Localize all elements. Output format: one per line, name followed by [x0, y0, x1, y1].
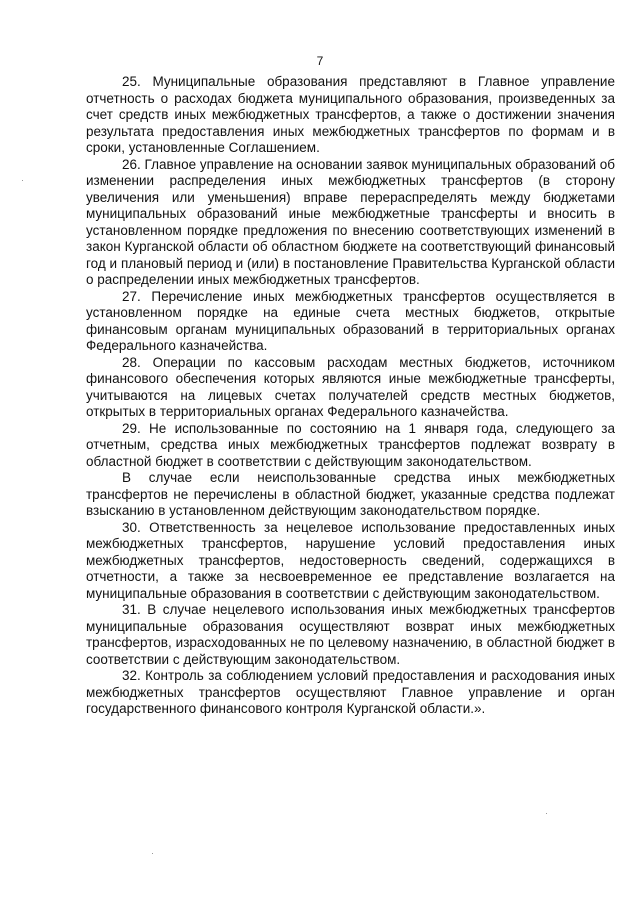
scan-speck — [546, 813, 547, 814]
paragraph-28: 28. Операции по кассовым расходам местных бюджетов, источником финансового обеспечения которых являются иные межбюджетные трансферты, учитываются на лицевых счетах получателей средств местных бюджетов, открытых в территориальных органах Федерального казначейства. — [86, 354, 615, 419]
paragraph-27: 27. Перечисление иных межбюджетных трансфертов осуществляется в установленном порядке на единые счета местных бюджетов, открытые финансовым органам муниципальных образований в территориальных органах Федерального казначейства. — [86, 288, 615, 353]
page-number: 7 — [316, 54, 324, 68]
document-body — [86, 74, 615, 718]
scan-speck — [152, 853, 153, 854]
paragraph-26: 26. Главное управление на основании заявок муниципальных образований об изменении распределения иных межбюджетных трансфертов (в сторону увеличения или уменьшения) вправе перераспределять между бюджетами муниципальных образований иные межбюджетные трансферты и вносить в установленном порядке предложения по внесению соответствующих изменений в закон Курганской области об областном бюджете на соответствующий финансовый год и плановый период и (или) в постановление Правительства Курганской области о распределении иных межбюджетных трансфертов. — [86, 156, 615, 287]
paragraph-29-continuation: В случае если неиспользованные средства иных межбюджетных трансфертов не перечислены в областной бюджет, указанные средства подлежат взысканию в установленном действующим законодательством порядке. — [86, 470, 615, 518]
paragraph-31: 31. В случае нецелевого использования иных межбюджетных трансфертов муниципальные образования осуществляют возврат иных межбюджетных трансфертов, израсходованных не по целевому назначению, в областной бюджет в соответствии с действующим законодательством. — [86, 602, 615, 667]
scan-speck — [22, 180, 23, 181]
paragraph-25: 25. Муниципальные образования представляют в Главное управление отчетность о расходах бюджета муниципального образования, произведенных за счет средств иных межбюджетных трансфертов, а также о достижении значения результата предоставления иных межбюджетных трансфертов по формам и в сроки, установленные Соглашением. — [86, 74, 615, 155]
paragraph-29: 29. Не использованные по состоянию на 1 января года, следующего за отчетным, средства иных межбюджетных трансфертов подлежат возврату в областной бюджет в соответствии с действующим законодательством. — [86, 420, 615, 469]
paragraph-30: 30. Ответственность за нецелевое использование предоставленных иных межбюджетных трансфертов, нарушение условий предоставления иных межбюджетных трансфертов, недостоверность сведений, содержащихся в отчетности, а также за несвоевременное ее представление возлагается на муниципальные образования в соответствии с действующим законодательством. — [86, 519, 615, 601]
paragraph-32: 32. Контроль за соблюдением условий предоставления и расходования иных межбюджетных трансфертов осуществляют Главное управление и орган государственного финансового контроля Курганской области.». — [86, 668, 615, 716]
